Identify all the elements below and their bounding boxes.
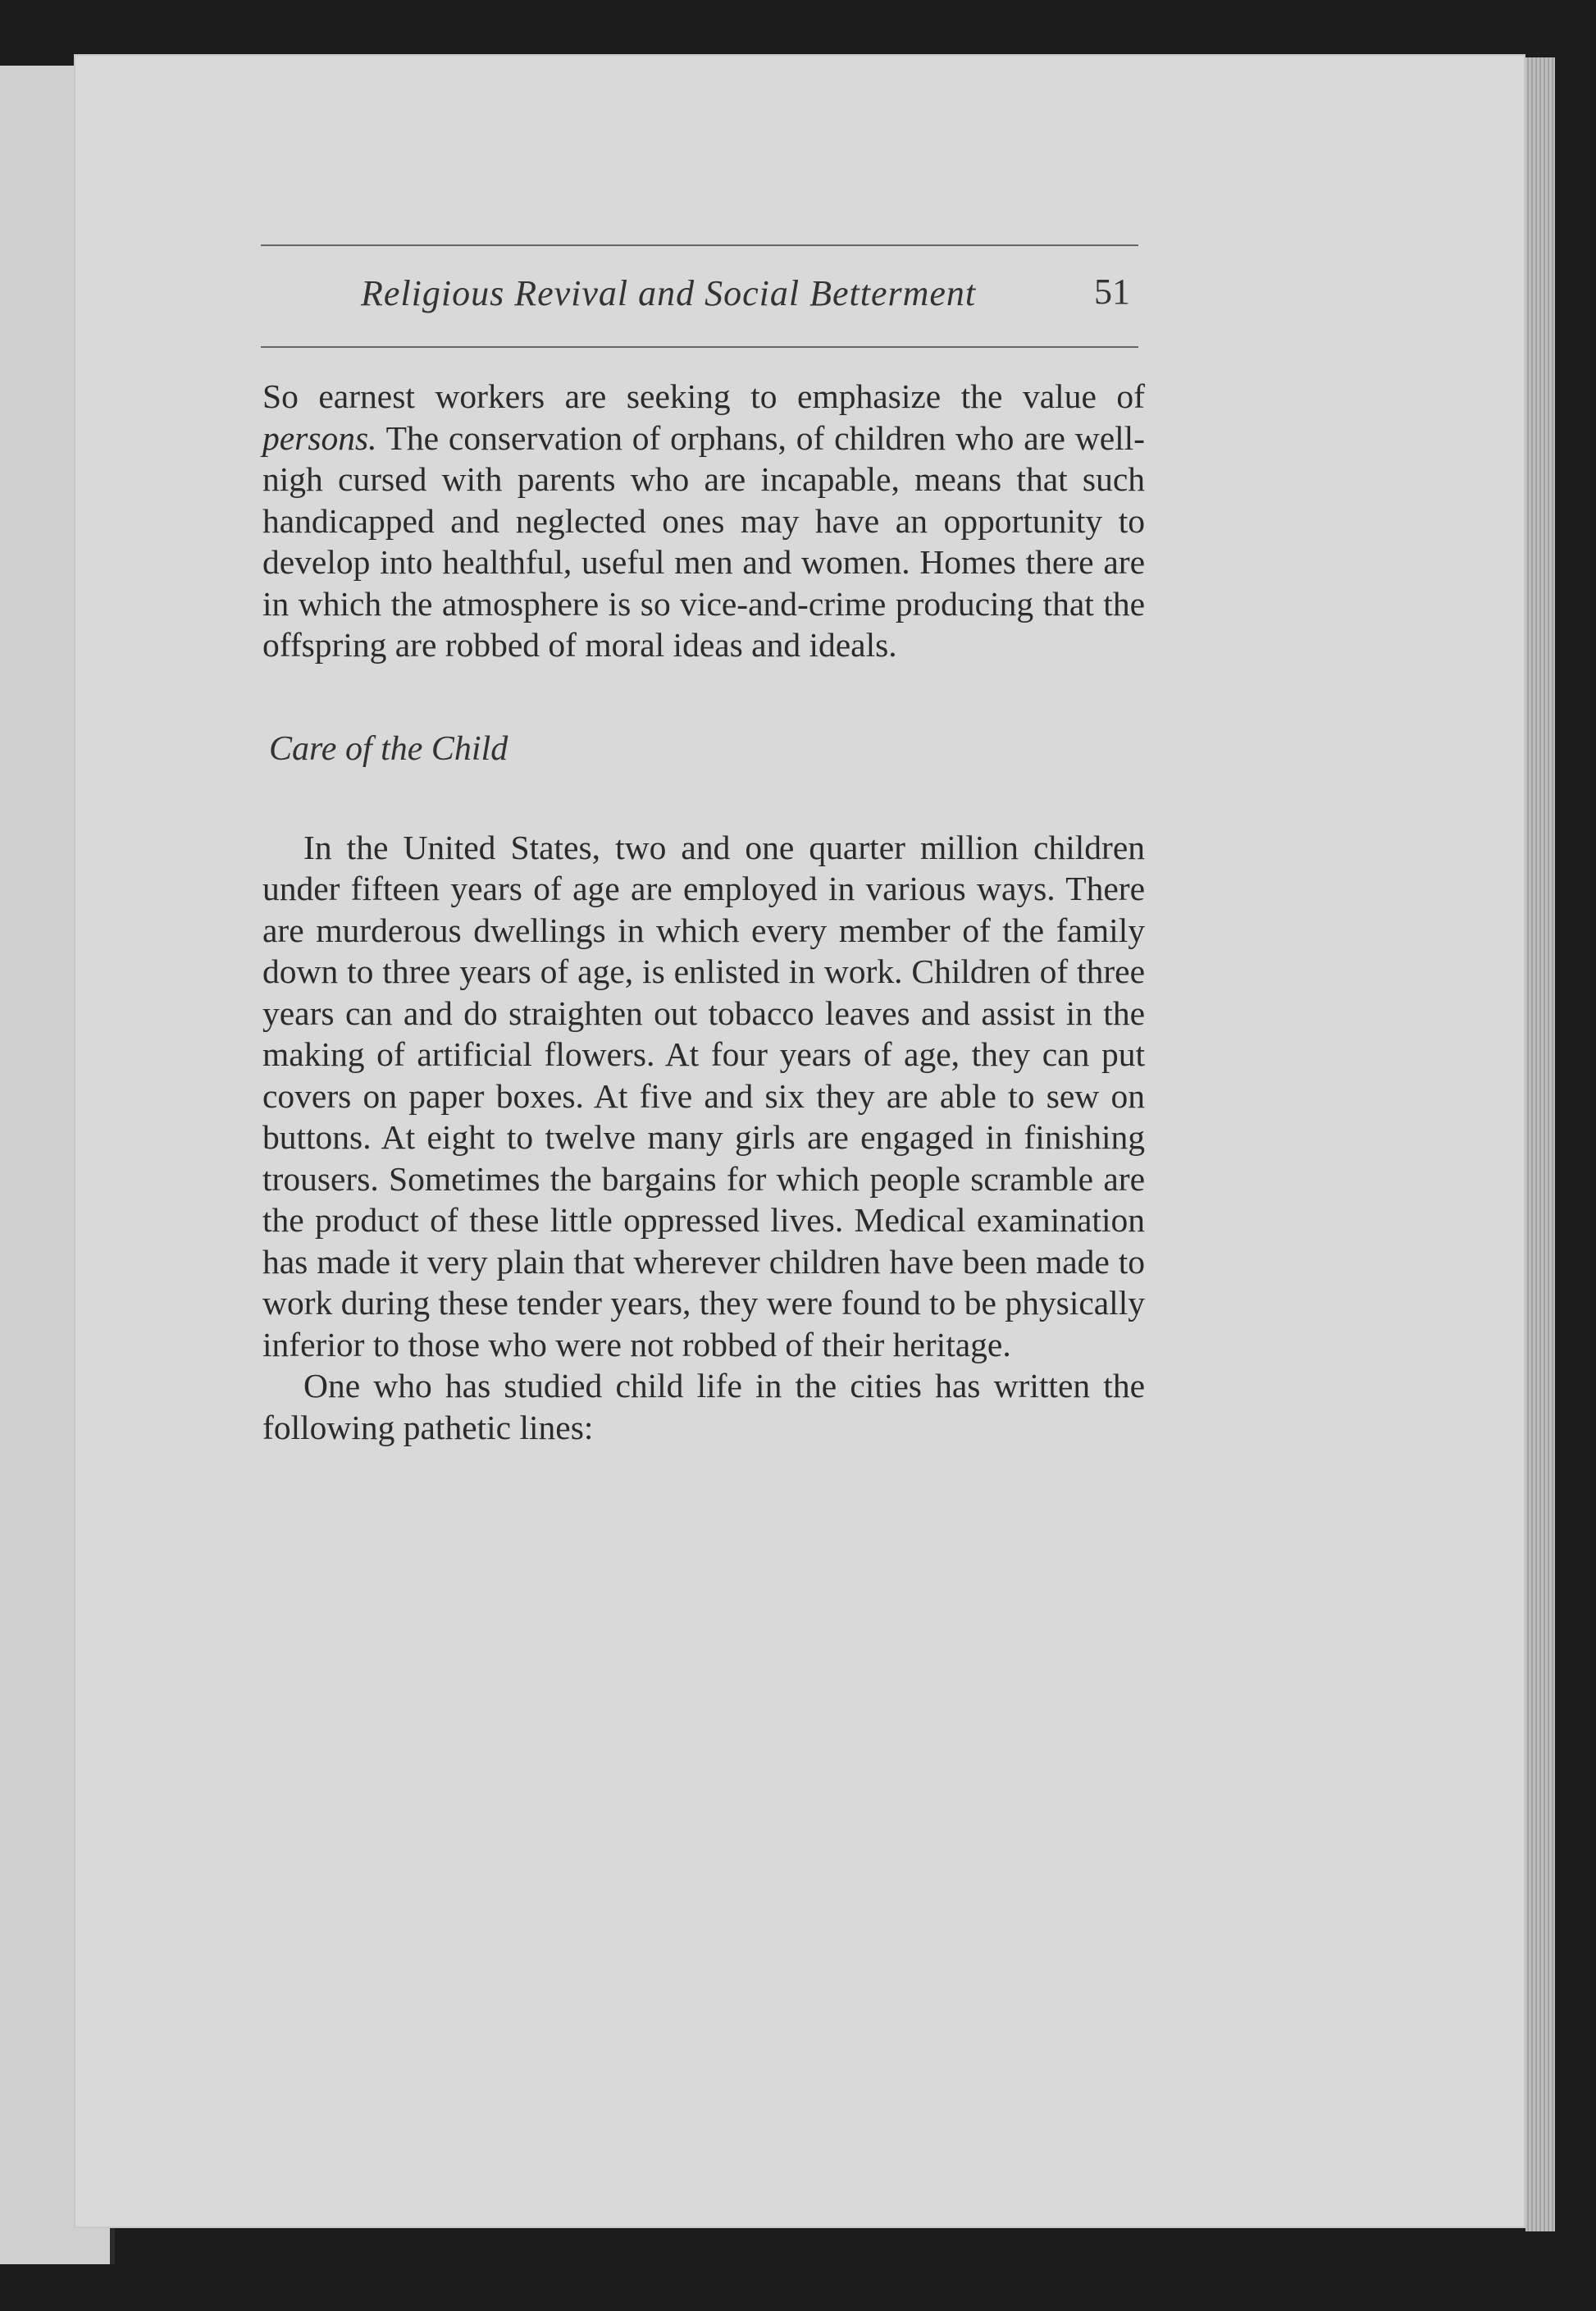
header-rule-top bbox=[261, 244, 1138, 246]
page-body bbox=[262, 376, 1145, 1448]
running-header bbox=[261, 235, 1138, 361]
paragraph-persons-rest: The conservation of orphans, of children who are well-nigh cursed with parents who are incapable, means that such handicapped and neglected ones may have an opportunity to develop into healthful, useful men and women. Homes there are in which the atmosphere is so vice-and-crime producing that the offspring are robbed of moral ideas and ideals. bbox=[262, 418, 1145, 664]
page-number: 51 bbox=[1094, 272, 1130, 312]
header-rule-bottom bbox=[261, 346, 1138, 348]
emphasis-persons: persons. bbox=[262, 418, 377, 457]
running-title: Religious Revival and Social Betterment bbox=[361, 273, 977, 313]
paragraph-persons bbox=[262, 376, 1145, 666]
paragraph-child-labor: In the United States, two and one quarter million children under fifteen years of age are employed in various ways. There are murderous dwellings in which every member of the family down to three years of age, is enlisted in work. Children of three years can and do straighten out tobacco leaves and assist in the making of artificial flowers. At four years of age, they can put covers on paper boxes. At five and six they are able to sew on buttons. At eight to twelve many girls are engaged in finishing trousers. Sometimes the bargains for which people scramble are the product of these little oppressed lives. Medical examination has made it very plain that wherever children have been made to work during these tender years, they were found to be physically inferior to those who were not robbed of their heritage. bbox=[262, 828, 1145, 1363]
section-heading: Care of the Child bbox=[269, 729, 508, 768]
page-stack-edges bbox=[1525, 57, 1555, 2231]
paragraph-persons-start: So earnest workers are seeking to emphasize the value of bbox=[262, 377, 1145, 415]
paragraph-pathetic-lines: One who has studied child life in the cities has written the following pathetic lines: bbox=[262, 1367, 1145, 1446]
